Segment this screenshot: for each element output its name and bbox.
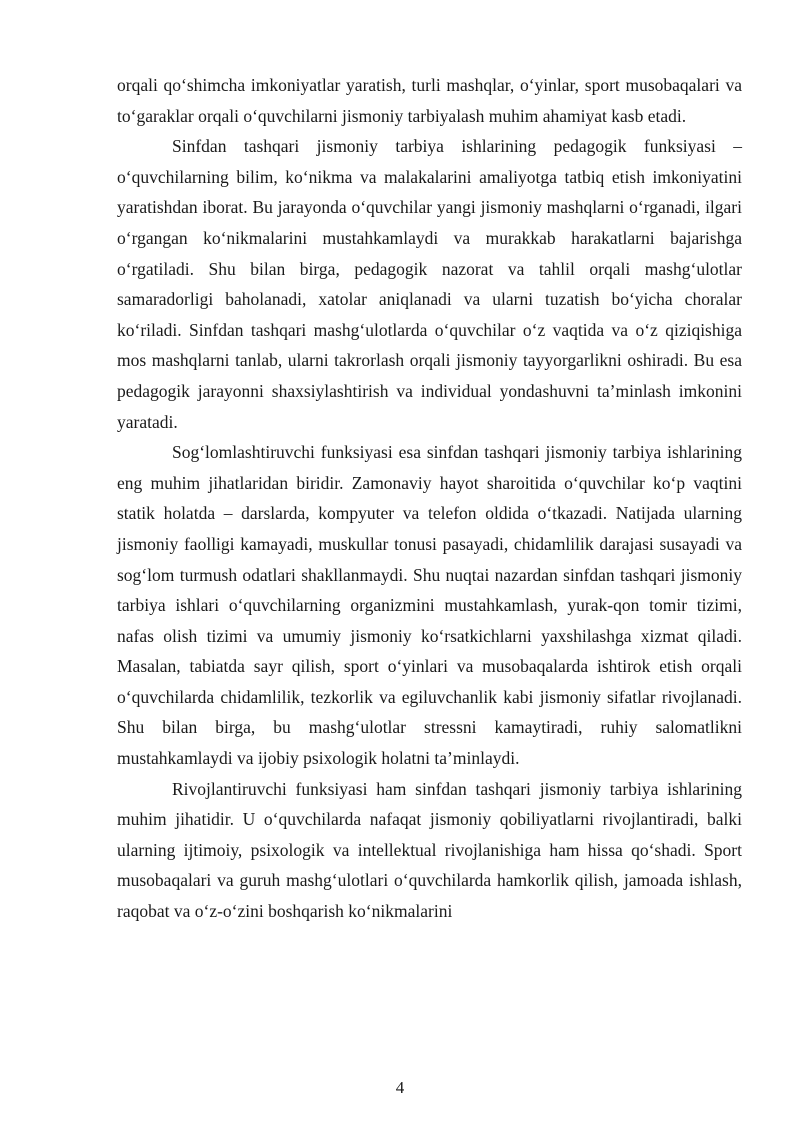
paragraph-pedagogical-function: Sinfdan tashqari jismoniy tarbiya ishlarining pedagogik funksiyasi – o‘quvchilarning bilim, ko‘nikma va malakalarini amaliyotga tatbiq etish imkoniyatini yaratishdan iborat. Bu jarayonda o‘quvchilar yangi jismoniy mashqlarni o‘rganadi, ilgari o‘rgangan ko‘nikmalarini mustahkamlaydi va murakkab harakatlarni bajarishga o‘rgatiladi. Shu bilan birga, pedagogik nazorat va tahlil orqali mashg‘ulotlar samaradorligi baholanadi, xatolar aniqlanadi va ularni tuzatish bo‘yicha choralar ko‘riladi. Sinfdan tashqari mashg‘ulotlarda o‘quvchilar o‘z vaqtida va o‘z qiziqishiga mos mashqlarni tanlab, ularni takrorlash orqali jismoniy tayyorgarlikni oshiradi. Bu esa pedagogik jarayonni shaxsiylashtirish va individual yondashuvni ta’minlash imkonini yaratadi. bbox=[117, 136, 742, 432]
paragraph-developmental-function: Rivojlantiruvchi funksiyasi ham sinfdan tashqari jismoniy tarbiya ishlarining muhim jihatidir. U o‘quvchilarda nafaqat jismoniy qobiliyatlarni rivojlantiradi, balki ularning ijtimoiy, psixologik va intellektual rivojlanishiga ham hissa qo‘shadi. Sport musobaqalari va guruh mashg‘ulotlari o‘quvchilarda hamkorlik qilish, jamoada ishlash, raqobat va o‘z-o‘zini boshqarish ko‘nikmalarini bbox=[117, 778, 742, 922]
document-body bbox=[117, 70, 742, 927]
paragraph-continuation: orqali qo‘shimcha imkoniyatlar yaratish, turli mashqlar, o‘yinlar, sport musobaqalari va to‘garaklar orqali o‘quvchilarni jismoniy tarbiyalash muhim ahamiyat kasb etadi. bbox=[117, 75, 742, 126]
paragraph-health-function: Sog‘lomlashtiruvchi funksiyasi esa sinfdan tashqari jismoniy tarbiya ishlarining eng muhim jihatlaridan biridir. Zamonaviy hayot sharoitida o‘quvchilar ko‘p vaqtini statik holatda – darslarda, kompyuter va telefon oldida o‘tkazadi. Natijada ularning jismoniy faolligi kamayadi, muskullar tonusi pasayadi, chidamlilik darajasi susayadi va sog‘lom turmush odatlari shakllanmaydi. Shu nuqtai nazardan sinfdan tashqari jismoniy tarbiya ishlari o‘quvchilarning organizmini mustahkamlash, yurak-qon tomir tizimi, nafas olish tizimi va umumiy jismoniy ko‘rsatkichlarni yaxshilashga xizmat qiladi. Masalan, tabiatda sayr qilish, sport o‘yinlari va musobaqalarda ishtirok etish orqali o‘quvchilarda chidamlilik, tezkorlik va egiluvchanlik kabi jismoniy sifatlar rivojlanadi. Shu bilan birga, bu mashg‘ulotlar stressni kamaytiradi, ruhiy salomatlikni mustahkamlaydi va ijobiy psixologik holatni ta’minlaydi. bbox=[117, 442, 742, 769]
page-number: 4 bbox=[395, 1078, 405, 1097]
